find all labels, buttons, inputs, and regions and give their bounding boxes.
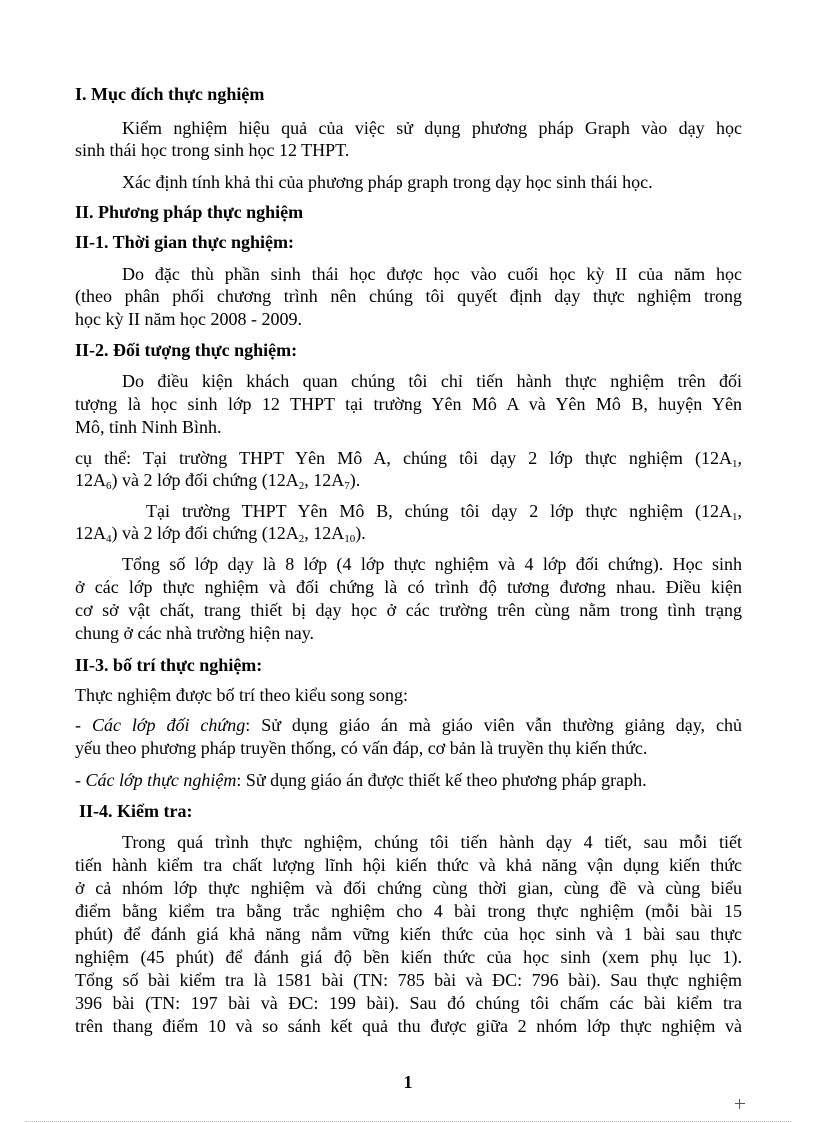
paragraph-line: - Các lớp thực nghiệm: Sử dụng giáo án được thiết kế theo phương pháp graph. <box>75 770 647 790</box>
paragraph-line: Tổng số lớp dạy là 8 lớp (4 lớp thực nghiệm và 4 lớp đối chứng). Học sinh <box>122 554 742 574</box>
paragraph-line: yếu theo phương pháp truyền thống, có vấn đáp, cơ bản là truyền thụ kiến thức. <box>75 738 648 758</box>
paragraph-line: Xác định tính khả thi của phương pháp graph trong dạy học sinh thái học. <box>122 172 653 192</box>
paragraph-line: ở cả nhóm lớp thực nghiệm và đối chứng cùng thời gian, cùng đề và cùng biểu <box>75 878 742 898</box>
heading-test: II-4. Kiểm tra: <box>79 801 193 821</box>
paragraph-line: sinh thái học trong sinh học 12 THPT. <box>75 140 350 160</box>
paragraph-line: điểm bằng kiểm tra bằng trắc nghiệm cho 4 bài trong thực nghiệm (mỗi bài 15 <box>75 901 742 921</box>
paragraph-line: Trong quá trình thực nghiệm, chúng tôi tiến hành dạy 4 tiết, sau mỗi tiết <box>122 832 742 852</box>
paragraph-line: (theo phân phối chương trình nên chúng tôi quyết định dạy thực nghiệm trong <box>75 286 742 306</box>
paragraph-line: Mô, tỉnh Ninh Bình. <box>75 417 222 437</box>
heading-method: II. Phương pháp thực nghiệm <box>75 202 304 222</box>
paragraph-line: Do đặc thù phần sinh thái học được học vào cuối học kỳ II của năm học <box>122 264 742 284</box>
crop-mark-icon <box>735 1099 745 1109</box>
paragraph-line: Thực nghiệm được bố trí theo kiểu song song: <box>75 685 408 705</box>
paragraph-line: - Các lớp đối chứng: Sử dụng giáo án mà giáo viên vẫn thường giảng dạy, chủ <box>75 715 742 735</box>
paragraph-line: Kiểm nghiệm hiệu quả của việc sử dụng phương pháp Graph vào dạy học <box>122 118 742 138</box>
heading-time: II-1. Thời gian thực nghiệm: <box>75 232 294 252</box>
paragraph-line: $12A_4$) và 2 lớp đối chứng ($12A_2$, $12A_{10}$). <box>75 523 366 545</box>
paragraph-line: Tại trường THPT Yên Mô B, chúng tôi dạy 2 lớp thực nghiệm ($12A_1$, <box>146 501 742 523</box>
paragraph-line: cơ sở vật chất, trang thiết bị dạy học ở các trường trên cùng nằm trong tình trạng <box>75 600 742 620</box>
paragraph-line: phút) để đánh giá khả năng nắm vững kiến thức của học sinh và 1 bài sau thực <box>75 924 742 944</box>
paragraph-line: Do điều kiện khách quan chúng tôi chỉ tiến hành thực nghiệm trên đối <box>122 371 742 391</box>
paragraph-line: cụ thể: Tại trường THPT Yên Mô A, chúng tôi dạy 2 lớp thực nghiệm ($12A_1$, <box>75 448 742 470</box>
paragraph-line: Tổng số bài kiểm tra là 1581 bài (TN: 785 bài và ĐC: 796 bài). Sau thực nghiệm <box>75 970 742 990</box>
paragraph-line: $12A_6$) và 2 lớp đối chứng ($12A_2$, $12A_7$). <box>75 470 361 492</box>
heading-purpose: I. Mục đích thực nghiệm <box>75 84 265 104</box>
heading-subjects: II-2. Đối tượng thực nghiệm: <box>75 340 298 360</box>
paragraph-line: trên thang điểm 10 và so sánh kết quả thu được giữa 2 nhóm lớp thực nghiệm và <box>75 1016 742 1036</box>
experimental-group-label: - Các lớp thực nghiệm <box>75 770 237 790</box>
heading-layout: II-3. bố trí thực nghiệm: <box>75 655 263 675</box>
page-bottom-divider <box>25 1121 791 1122</box>
paragraph-line: học kỳ II năm học 2008 - 2009. <box>75 309 302 329</box>
page-number: 1 <box>403 1072 413 1092</box>
control-group-label: - Các lớp đối chứng <box>75 715 246 735</box>
paragraph-line: tiến hành kiểm tra chất lượng lĩnh hội kiến thức và khả năng vận dụng kiến thức <box>75 855 742 875</box>
paragraph-line: 396 bài (TN: 197 bài và ĐC: 199 bài). Sau đó chúng tôi chấm các bài kiểm tra <box>75 993 742 1013</box>
paragraph-line: chung ở các nhà trường hiện nay. <box>75 623 315 643</box>
paragraph-line: nghiệm (45 phút) để đánh giá độ bền kiến thức của học sinh (xem phụ lục 1). <box>75 947 742 967</box>
paragraph-line: tượng là học sinh lớp 12 THPT tại trường Yên Mô A và Yên Mô B, huyện Yên <box>75 394 742 414</box>
paragraph-line: ở các lớp thực nghiệm và đối chứng là có trình độ tương đương nhau. Điều kiện <box>75 577 742 597</box>
